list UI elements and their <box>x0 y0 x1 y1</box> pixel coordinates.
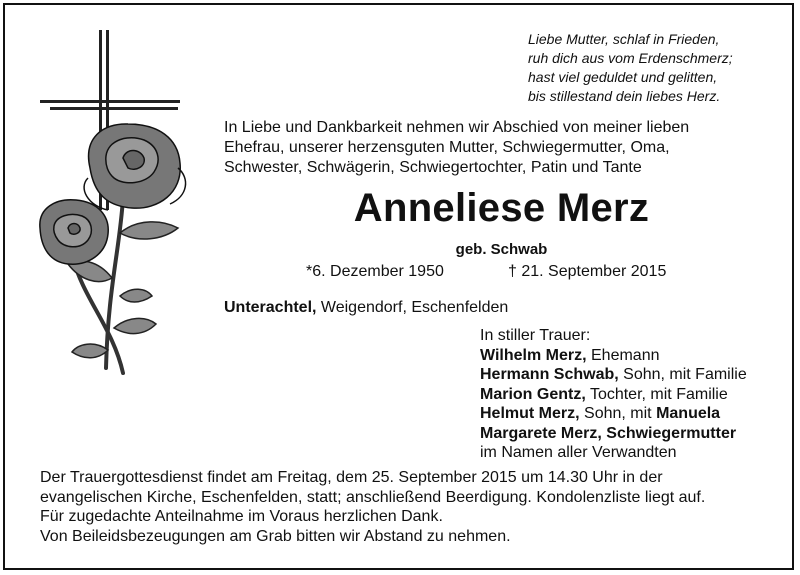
intro-line: Ehefrau, unserer herzensguten Mutter, Schwiegermutter, Oma, <box>224 139 670 156</box>
birth-date: *6. Dezember 1950 <box>306 263 444 280</box>
mourner-name: Wilhelm Merz, <box>480 346 587 364</box>
mourner-row <box>480 346 790 366</box>
mourner-relation: Sohn, mit <box>579 405 657 422</box>
roses-illustration <box>28 28 218 388</box>
poem-line: Liebe Mutter, schlaf in Frieden, <box>528 31 720 47</box>
mourner-name: Hermann Schwab, <box>480 366 619 383</box>
mourner-relation: Ehemann <box>586 346 660 364</box>
mourner-name: Margarete Merz, Schwiegermutter <box>480 424 737 442</box>
place-primary: Unterachtel, <box>224 299 317 316</box>
mourner-name: Marion Gentz, <box>480 385 586 403</box>
mourners-heading: In stiller Trauer: <box>480 327 591 344</box>
poem-line: ruh dich aus vom Erdenschmerz; <box>528 50 733 66</box>
mourner-partner: Manuela <box>656 405 721 422</box>
mourner-relation: Tochter, mit Familie <box>585 385 728 403</box>
footer-line: Für zugedachte Anteilnahme im Voraus herzlichen Dank. <box>40 508 443 525</box>
mourner-row <box>480 385 790 405</box>
mourner-row <box>480 365 790 385</box>
mourner-row <box>480 404 790 424</box>
mourner-name: Helmut Merz, <box>480 405 580 422</box>
footer-line: evangelischen Kirche, Eschenfelden, statt; anschließend Beerdigung. Kondolenzliste liegt auf. <box>40 488 706 506</box>
mourners-closing: im Namen aller Verwandten <box>480 444 677 461</box>
poem-line: hast viel geduldet und gelitten, <box>528 69 718 85</box>
service-info <box>40 468 780 546</box>
intro-line: Schwester, Schwägerin, Schwiegertochter, Patin und Tante <box>224 159 642 176</box>
rose-small <box>40 200 108 264</box>
mourners <box>480 326 790 463</box>
footer-line: Von Beileidsbezeugungen am Grab bitten wir Abstand zu nehmen. <box>40 527 511 545</box>
places <box>224 298 508 318</box>
death-date: † 21. September 2015 <box>508 263 667 280</box>
footer-line: Der Trauergottesdienst findet am Freitag, dem 25. September 2015 um 14.30 Uhr in der <box>40 469 663 486</box>
intro-text <box>224 118 784 178</box>
mourner-row <box>480 424 790 444</box>
poem-line: bis stillestand dein liebes Herz. <box>528 88 721 104</box>
deceased-name: Anneliese Merz <box>353 186 650 230</box>
intro-line: In Liebe und Dankbarkeit nehmen wir Abschied von meiner lieben <box>224 119 690 136</box>
poem <box>528 30 790 106</box>
place-others: Weigendorf, Eschenfelden <box>316 299 509 316</box>
mourner-relation: Sohn, mit Familie <box>618 366 747 383</box>
maiden-name: geb. Schwab <box>455 241 548 258</box>
